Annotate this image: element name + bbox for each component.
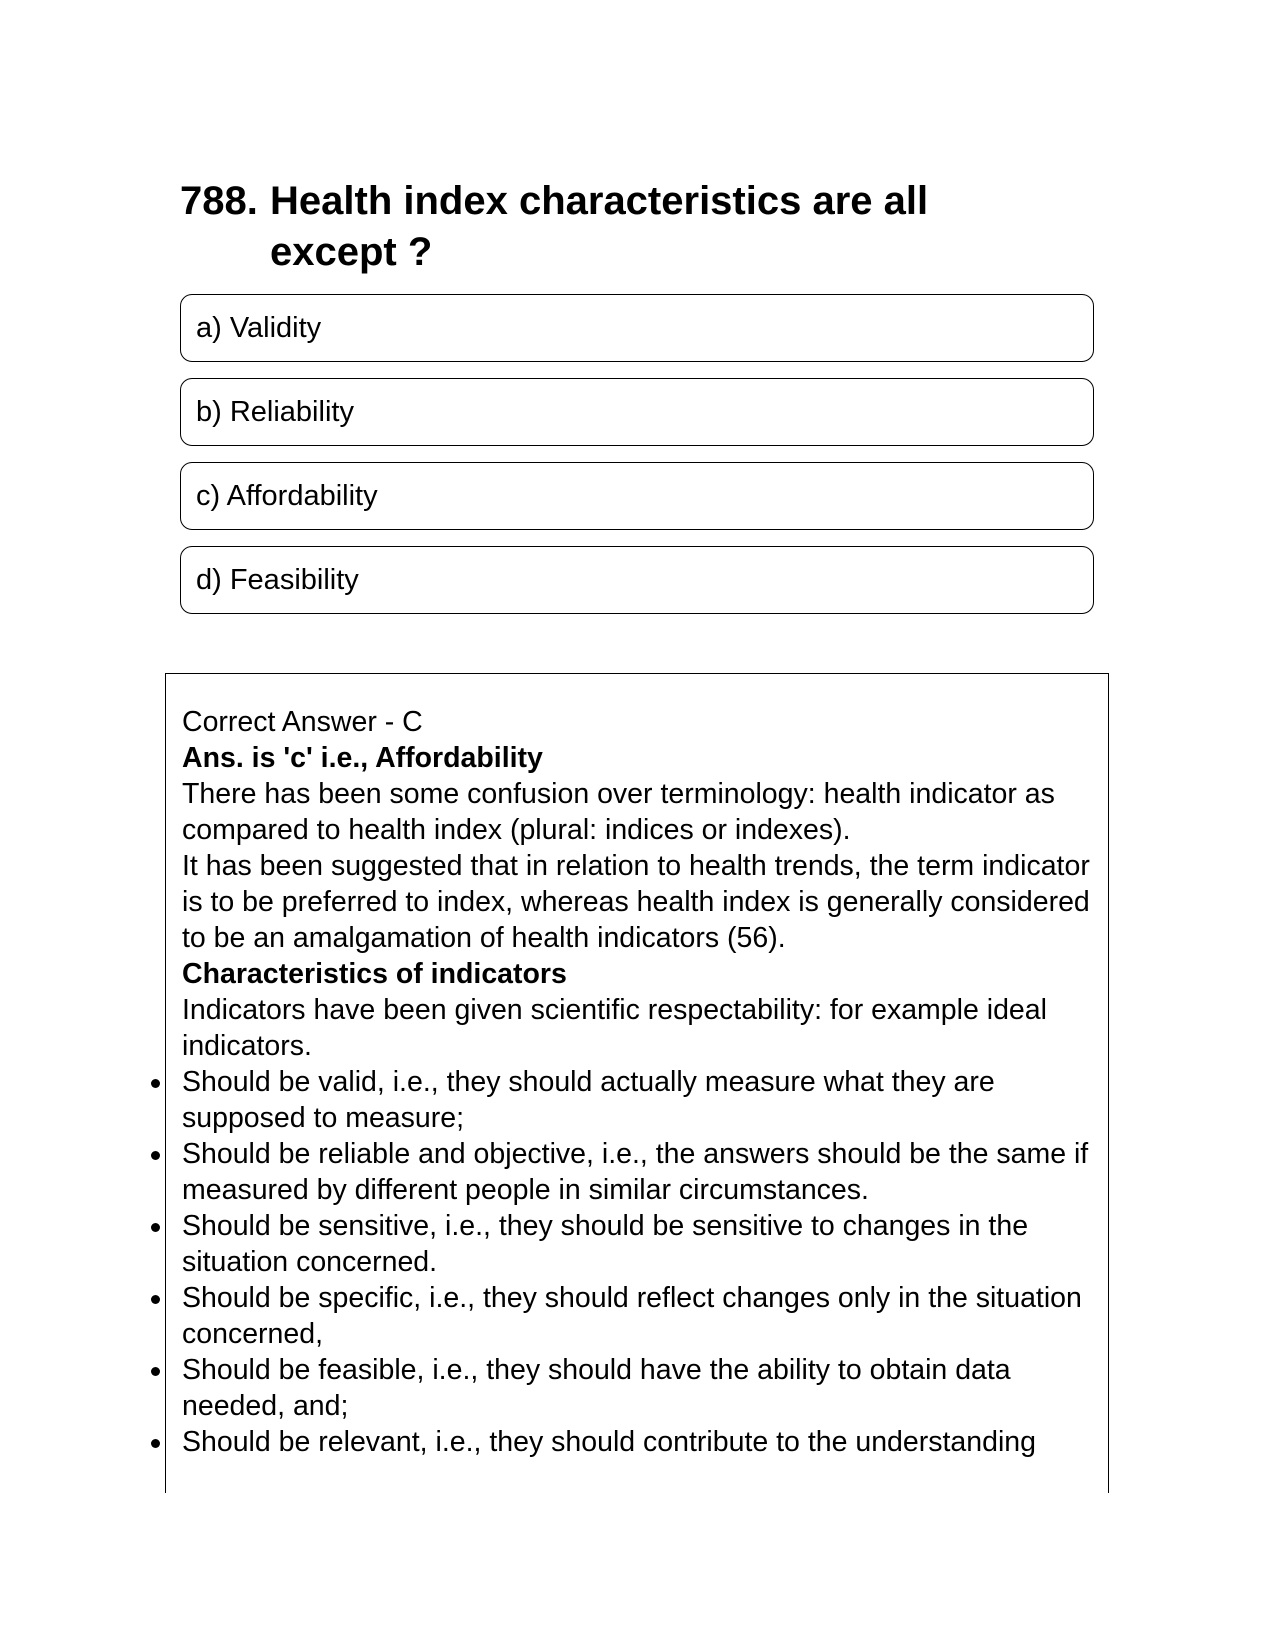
explanation-paragraph-1: There has been some confusion over terminology: health indicator as compared to health index (plural: indices or indexes). (182, 778, 1055, 846)
answer-heading: Ans. is 'c' i.e., Affordability (182, 742, 543, 774)
list-item-text: Should be specific, i.e., they should reflect changes only in the situation concerned, (182, 1282, 1082, 1350)
list-item (182, 1352, 1094, 1424)
list-item-text: Should be sensitive, i.e., they should be sensitive to changes in the situation concerned. (182, 1210, 1029, 1278)
list-item (182, 1424, 1094, 1460)
bullet-icon (151, 1367, 160, 1376)
bullet-icon (151, 1295, 160, 1304)
correct-answer-label: Correct Answer - C (182, 706, 423, 738)
characteristics-subheading: Characteristics of indicators (182, 958, 567, 990)
list-item-text: Should be feasible, i.e., they should have the ability to obtain data needed, and; (182, 1354, 1011, 1422)
bullet-icon (151, 1439, 160, 1448)
option-a[interactable]: a) Validity (180, 294, 1094, 362)
bullet-icon (151, 1079, 160, 1088)
bullet-icon (151, 1223, 160, 1232)
question-text: Health index characteristics are all except ? (270, 179, 929, 274)
question-heading (180, 176, 980, 278)
answer-explanation-box (165, 673, 1109, 1493)
bullet-icon (151, 1151, 160, 1160)
option-d[interactable]: d) Feasibility (180, 546, 1094, 614)
list-item (182, 1136, 1094, 1208)
list-item (182, 1064, 1094, 1136)
options-list (180, 294, 1094, 630)
list-item-text: Should be relevant, i.e., they should contribute to the understanding (182, 1426, 1036, 1458)
list-item-text: Should be valid, i.e., they should actually measure what they are supposed to measure; (182, 1066, 995, 1134)
characteristics-list (182, 1064, 1094, 1460)
explanation-paragraph-2: It has been suggested that in relation to health trends, the term indicator is to be preferred to index, whereas health index is generally considered to be an amalgamation of health indicators (56). (182, 850, 1090, 954)
list-item-text: Should be reliable and objective, i.e., the answers should be the same if measured by different people in similar circumstances. (182, 1138, 1089, 1206)
list-item (182, 1280, 1094, 1352)
explanation-paragraph-3: Indicators have been given scientific respectability: for example ideal indicators. (182, 994, 1047, 1062)
option-c[interactable]: c) Affordability (180, 462, 1094, 530)
option-b[interactable]: b) Reliability (180, 378, 1094, 446)
list-item (182, 1208, 1094, 1280)
answer-content (182, 704, 1094, 1460)
question-number: 788. (180, 179, 258, 223)
